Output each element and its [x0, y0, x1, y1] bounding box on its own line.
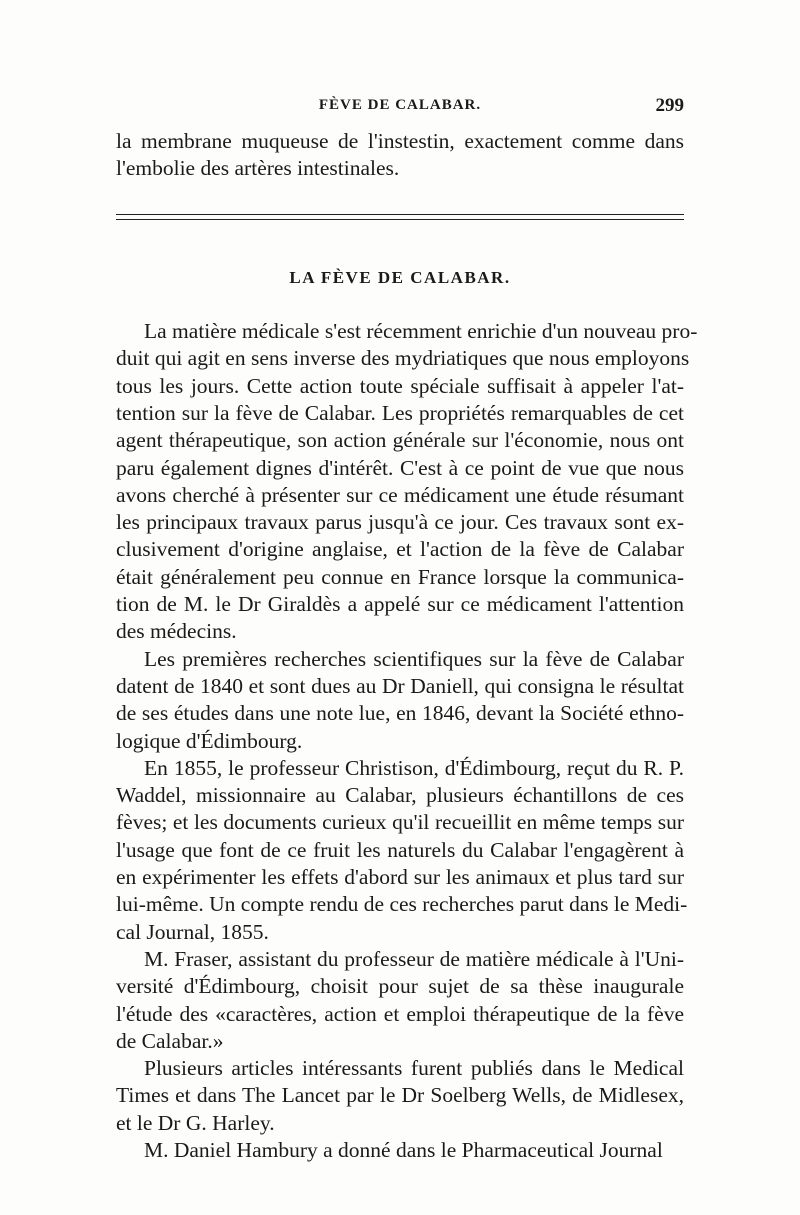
text-line: Times et dans The Lancet par le Dr Soelberg Wells, de Midlesex, — [116, 1083, 684, 1108]
text-line: avons cherché à présenter sur ce médicament une étude résumant — [116, 482, 684, 507]
text-line: cal Journal, 1855. — [116, 919, 269, 944]
text-line: La matière médicale s'est récemment enrichie d'un nouveau pro- — [144, 319, 698, 343]
text-line: logique d'Édimbourg. — [116, 728, 303, 753]
text-line: l'étude des «caractères, action et emploi thérapeutique de la fève — [116, 1001, 684, 1026]
text-line: datent de 1840 et sont dues au Dr Daniell, qui consigna le résultat — [116, 673, 684, 698]
text-line: et le Dr G. Harley. — [116, 1110, 275, 1135]
text-line: l'usage que font de ce fruit les naturels du Calabar l'engagèrent à — [116, 837, 684, 862]
text-line: Waddel, missionnaire au Calabar, plusieurs échantillons de ces — [116, 783, 684, 808]
section-title: LA FÈVE DE CALABAR. — [289, 268, 511, 287]
text-line: duit qui agit en sens inverse des mydriatiques que nous employons — [116, 346, 690, 371]
text-line: tous les jours. Cette action toute spéciale suffisait à appeler l'at- — [116, 373, 684, 398]
text-line: M. Fraser, assistant du professeur de matière médicale à l'Uni- — [144, 946, 684, 971]
text-line: versité d'Édimbourg, choisit pour sujet de sa thèse inaugurale — [116, 974, 684, 999]
section-divider — [116, 214, 684, 215]
text-line: les principaux travaux parus jusqu'à ce jour. Ces travaux sont ex- — [116, 510, 684, 535]
text-line: de Calabar.» — [116, 1028, 224, 1053]
text-line: Plusieurs articles intéressants furent publiés dans le Medical — [144, 1056, 684, 1081]
text-line: lui-même. Un compte rendu de ces recherches parut dans le Medi- — [116, 892, 688, 917]
text-line: M. Daniel Hambury a donné dans le Pharmaceutical Journal — [144, 1138, 663, 1162]
text-line: de ses études dans une note lue, en 1846, devant la Société ethno- — [116, 701, 684, 726]
text-line: tion de M. le Dr Giraldès a appelé sur ce médicament l'attention — [116, 592, 684, 616]
text-line: tention sur la fève de Calabar. Les propriétés remarquables de cet — [116, 400, 684, 425]
page-number: 299 — [655, 95, 684, 116]
text-line: Les premières recherches scientifiques sur la fève de Calabar — [144, 646, 684, 671]
text-line: En 1855, le professeur Christison, d'Édimbourg, reçut du R. P. — [144, 755, 684, 780]
running-title: FÈVE DE CALABAR. — [318, 97, 482, 113]
text-line: en expérimenter les effets d'abord sur les animaux et plus tard sur — [116, 865, 684, 889]
text-line: la membrane muqueuse de l'instestin, exactement comme dans — [116, 129, 684, 153]
section-divider — [116, 219, 684, 220]
text-line: agent thérapeutique, son action générale sur l'économie, nous ont — [116, 428, 684, 453]
text-line: clusivement d'origine anglaise, et l'action de la fève de Calabar — [116, 537, 684, 562]
text-line: des médecins. — [116, 619, 237, 644]
text-line: l'embolie des artères intestinales. — [116, 156, 400, 180]
text-line: était généralement peu connue en France lorsque la communica- — [116, 564, 684, 589]
text-line: fèves; et les documents curieux qu'il recueillit en même temps sur — [116, 810, 684, 835]
text-line: paru également dignes d'intérêt. C'est à ce point de vue que nous — [116, 455, 684, 480]
running-head — [116, 97, 684, 121]
